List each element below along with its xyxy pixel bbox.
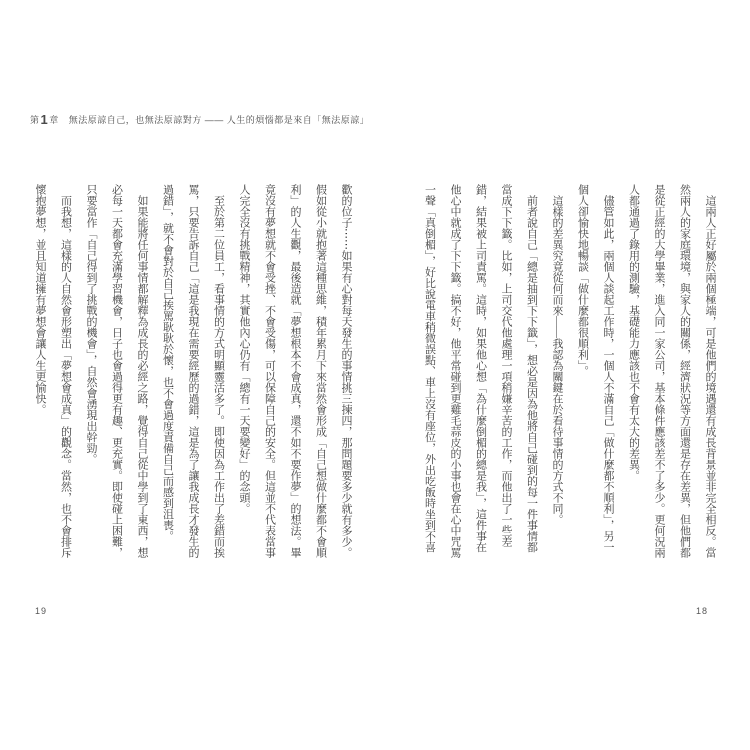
chapter-number: 1: [40, 112, 49, 127]
page-18-text-block: [385, 184, 722, 560]
paragraph: 而我想，這樣的人自然會形塑出「夢想會成真」的觀念。當然，也不會排斥懷抱夢想，並且知道擁有夢想會讓人生更愉快。: [34, 184, 72, 558]
page-number-left: 19: [35, 606, 48, 616]
chapter-title: 無法原諒自己，也無法原諒對方 —— 人生的煩惱都是來自「無法原諒」: [68, 115, 370, 125]
chapter-suffix: 章: [49, 115, 59, 125]
paragraph: 如果能將任何事情都解釋為成長的必經之路，覺得自己從中學到了東西，想必每一天都會充滿學習機會，日子也會過得更有趣、更充實。即使碰上困難，只要當作「自己得到了挑戰的機會」，自然會湧現出幹勁。: [85, 184, 148, 558]
paragraph: 這兩人正好屬於兩個極端，可是他們的境遇還有成長背景並非完全相反。當然兩人的家庭環境，與家人的關係，經濟狀況等方面還是存在差異，但他們都是從正經的大學畢業，進入同一家公司，基本條件應該差不了多少。更何況兩人都通過了錄用的測驗，基礎能力應該也不會有太大的差異。: [627, 184, 716, 558]
chapter-prefix: 第: [30, 115, 40, 125]
page-number-right: 18: [696, 606, 709, 616]
chapter-label: [30, 112, 59, 127]
paragraph: 儘管如此，兩個人談起工作時，一個人不滿自己「做什麼都不順利」，另一個人卻愉快地暢談「做什麼都很順利」。: [576, 184, 614, 553]
paragraph: 至於第二位員工，看事情的方式明顯靈活多了。即使因為工作出了差錯而挨罵，只要告訴自己「這是我現在需要經歷的過錯，這是為了讓我成長才發生的過錯」，就不會對於自己挨罵耿耿於懷，也不會過度責備自己而感到沮喪。: [161, 184, 225, 558]
running-header: [30, 112, 369, 127]
paragraph: 這樣的差異究竟從何而來——我認為關鍵在於看待事情的方式不同。: [551, 195, 563, 525]
page-19-text-block: [23, 184, 358, 560]
paragraph: 歡的位子⋯⋯如果有心對每天發生的事情挑三揀四，那問題要多少就有多少。假如從小就抱著這種思維，積年累月下來當然會形成「自己想做什麼都不會順利」的人生觀，最後造就「夢想根本不會成真，還不如不要作夢」的想法。畢竟沒有夢想就不會受挫、不會受傷，可以保障自己的安全。但這並不代表當事人完全沒有挑戰精神，其實他內心仍有「總有一天要變好」的念頭。: [238, 184, 352, 558]
paragraph: 前者說自己「總是抽到下下籤」，想必是因為他將自己碰到的每一件事情都當成下下籤。比如，上司交代他處理一項稍嫌辛苦的工作，而他出了一些差錯，結果被上司責罵。這時，如果他心想「為什麼倒楣的總是我」，這件事在他心中就成了下下籤。搞不好，他平常碰到更雞毛蒜皮的小事也會在心中咒罵一聲「真倒楣」，好比說電車稍微誤點、車上沒有座位，外出吃飯時坐到不喜: [423, 184, 538, 558]
